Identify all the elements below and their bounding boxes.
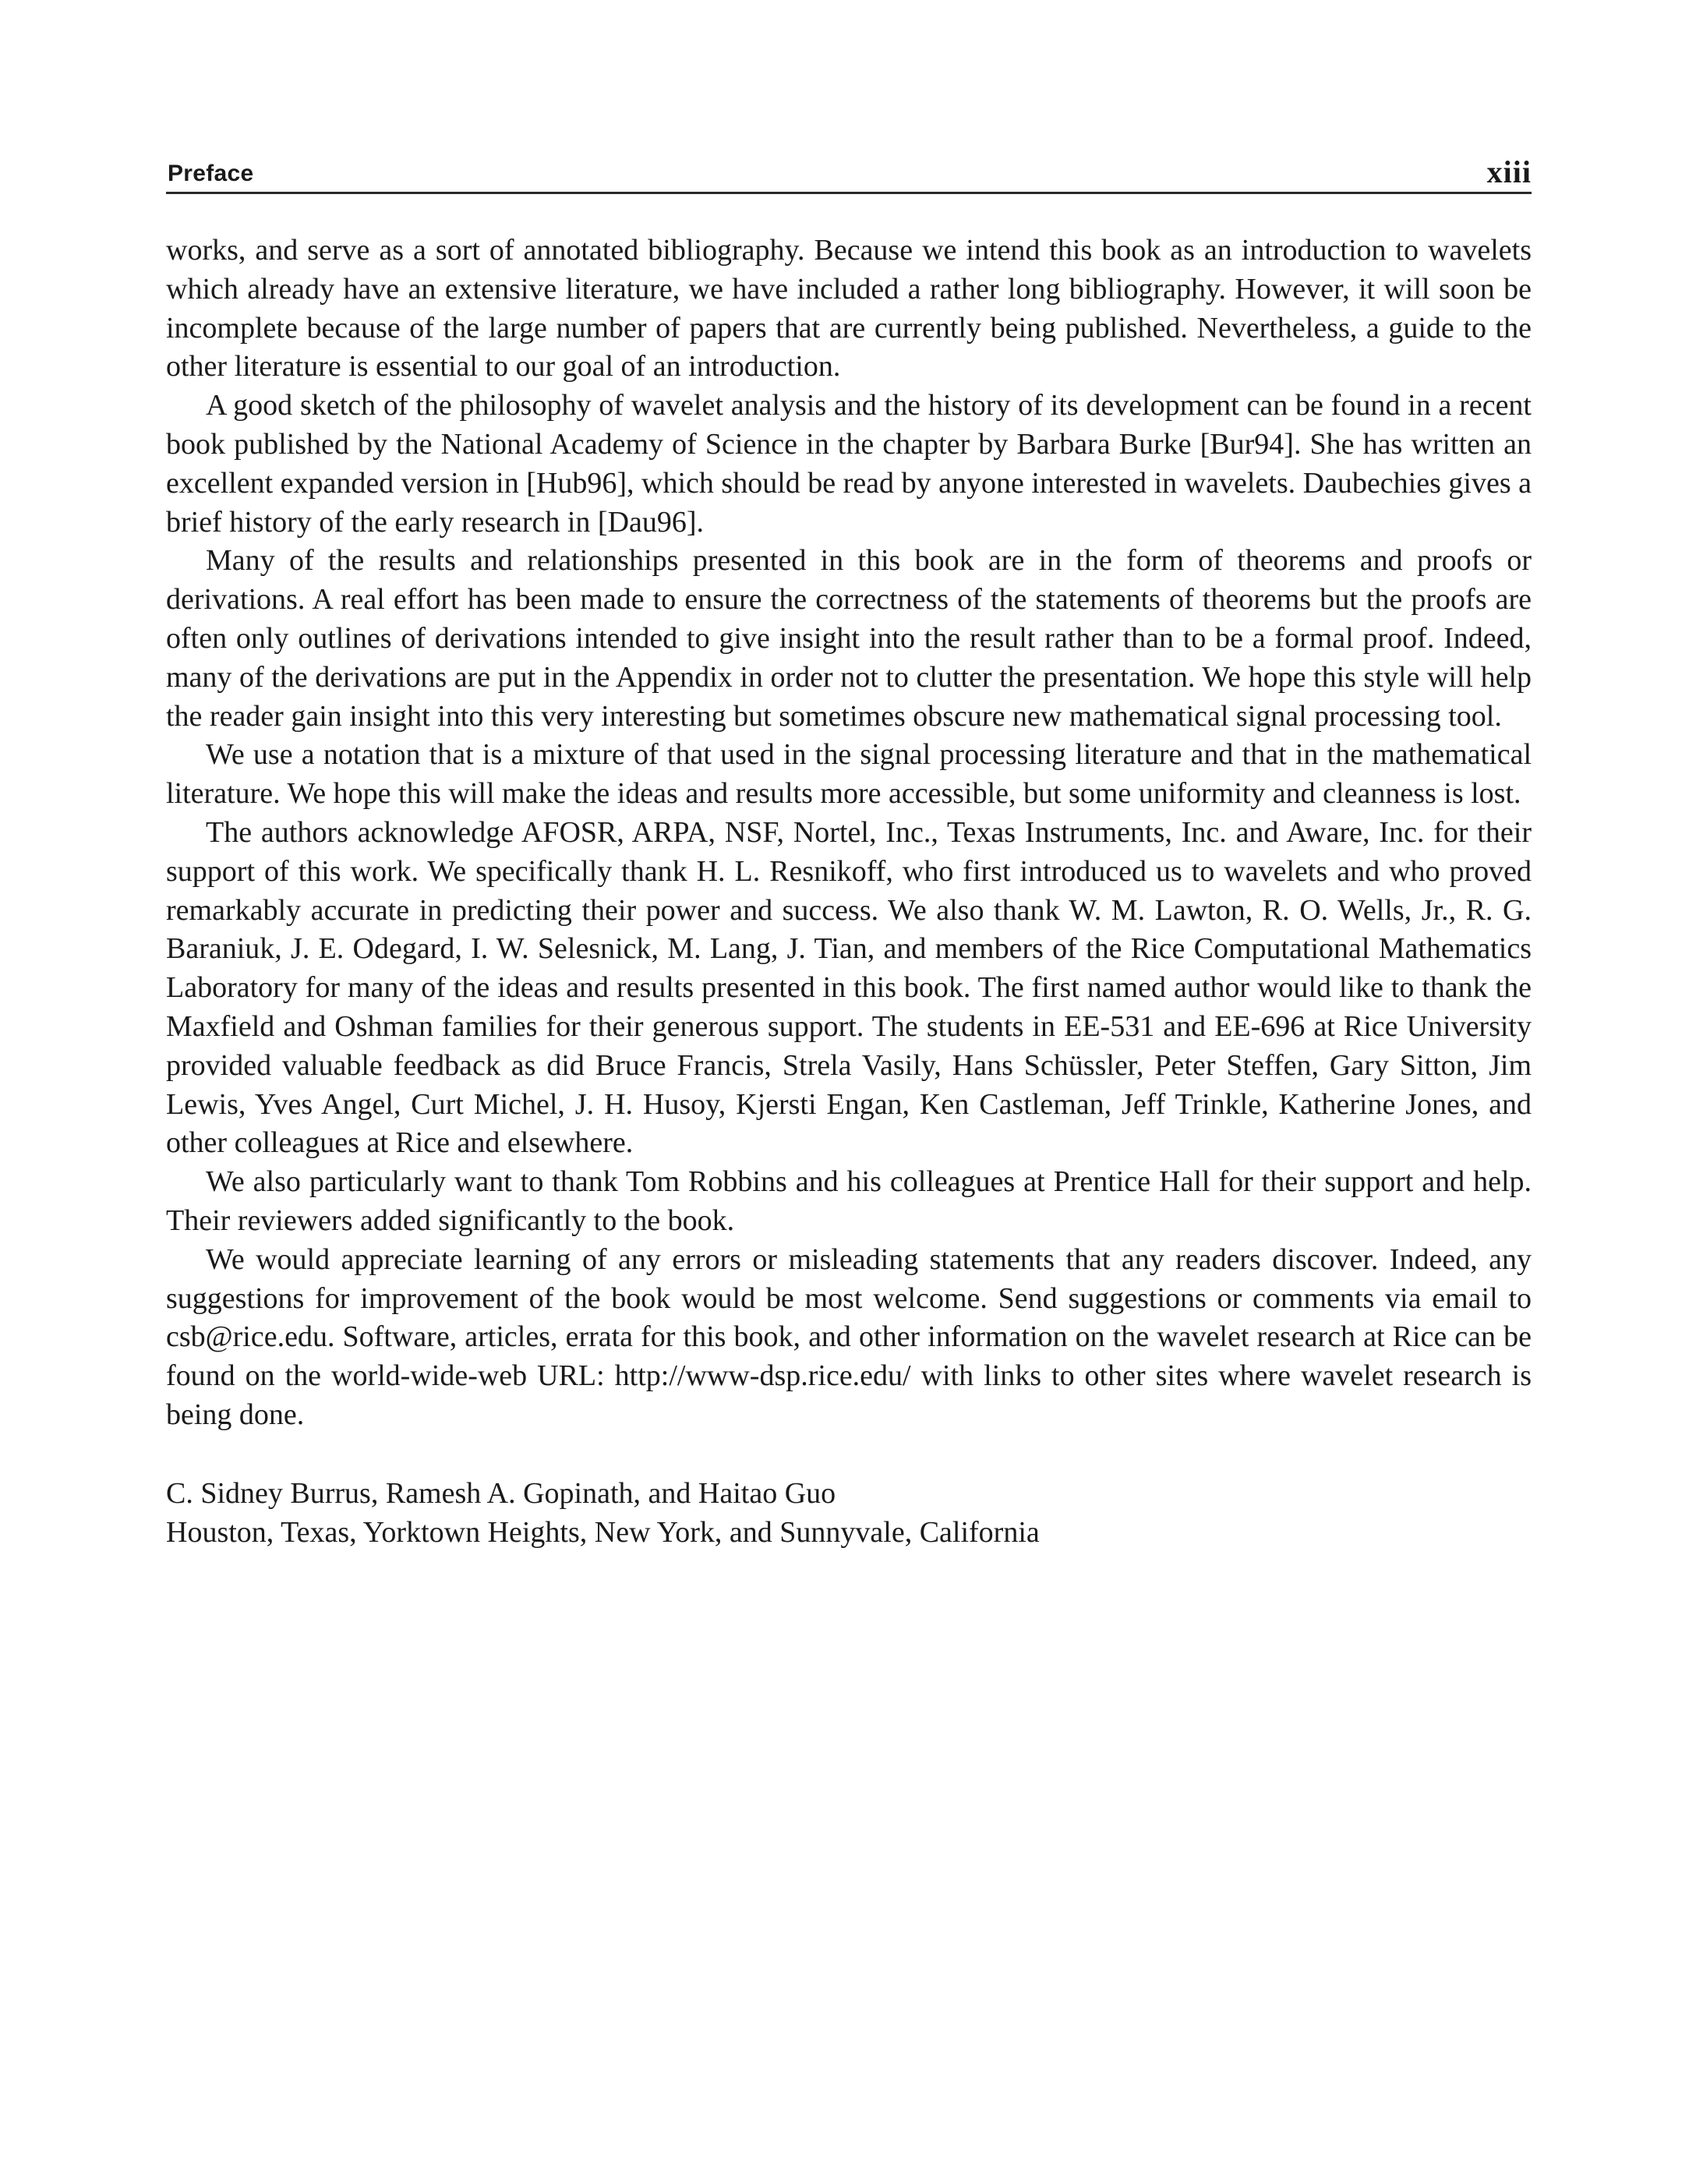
paragraph-theorems: Many of the results and relationships presented in this book are in the form of theorems and proofs or derivations. A real effort has been made to ensure the correctness of the statements of theorems but the proofs are often only outlines of derivations intended to give insight into the result rather than to be a formal proof. Indeed, many of the derivations are put in the Appendix in order not to clutter the presentation. We hope this style will help the reader gain insight into this very interesting but sometimes obscure new mathematical signal processing tool. <box>166 544 1532 733</box>
paragraph-notation: We use a notation that is a mixture of that used in the signal processing literature and that in the mathematical literature. We hope this will make the ideas and results more accessible, but some uniformity and cleanness is lost. <box>166 738 1532 811</box>
signature-authors: C. Sidney Burrus, Ramesh A. Gopinath, and Haitao Guo <box>166 1476 836 1510</box>
signature-block <box>166 1475 1532 1553</box>
book-page <box>166 148 1532 1552</box>
page-number: xiii <box>1486 154 1532 189</box>
signature-locations: Houston, Texas, Yorktown Heights, New York, and Sunnyvale, California <box>166 1515 1040 1549</box>
paragraph-acknowledgments: The authors acknowledge AFOSR, ARPA, NSF, Nortel, Inc., Texas Instruments, Inc. and Aware, Inc. for their support of this work. We specifically thank H. L. Resnikoff, who first introduced us to wavelets and who proved remarkably accurate in predicting their power and success. We also thank W. M. Lawton, R. O. Wells, Jr., R. G. Baraniuk, J. E. Odegard, I. W. Selesnick, M. Lang, J. Tian, and members of the Rice Computational Mathematics Laboratory for many of the ideas and results presented in this book. The first named author would like to thank the Maxfield and Oshman families for their generous support. The students in EE-531 and EE-696 at Rice University provided valuable feedback as did Bruce Francis, Strela Vasily, Hans Schüssler, Peter Steffen, Gary Sitton, Jim Lewis, Yves Angel, Curt Michel, J. H. Husoy, Kjersti Engan, Ken Castleman, Jeff Trinkle, Katherine Jones, and other colleagues at Rice and elsewhere. <box>166 815 1532 1160</box>
preface-body <box>166 231 1532 1435</box>
paragraph-history: A good sketch of the philosophy of wavelet analysis and the history of its development can be found in a recent book published by the National Academy of Science in the chapter by Barbara Burke [Bur94]. She has written an excellent expanded version in [Hub96], which should be read by anyone interested in wavelets. Daubechies gives a brief history of the early research in [Dau96]. <box>166 389 1532 539</box>
paragraph-feedback: We would appreciate learning of any errors or misleading statements that any readers discover. Indeed, any suggestions for improvement of the book would be most welcome. Send suggestions or comments via email to csb@rice.edu. Software, articles, errata for this book, and other information on the wavelet research at Rice can be found on the world-wide-web URL: http://www-dsp.rice.edu/ with links to other sites where wavelet research is being done. <box>166 1242 1532 1431</box>
paragraph-continuation: works, and serve as a sort of annotated bibliography. Because we intend this book as an introduction to wavelets which already have an extensive literature, we have included a rather long bibliography. However, it will soon be incomplete because of the large number of papers that are currently being published. Nevertheless, a guide to the other literature is essential to our goal of an introduction. <box>166 234 1532 383</box>
running-header <box>166 148 1532 194</box>
paragraph-publisher-thanks: We also particularly want to thank Tom Robbins and his colleagues at Prentice Hall for their support and help. Their reviewers added significantly to the book. <box>166 1165 1532 1237</box>
running-header-section: Preface <box>168 161 254 186</box>
